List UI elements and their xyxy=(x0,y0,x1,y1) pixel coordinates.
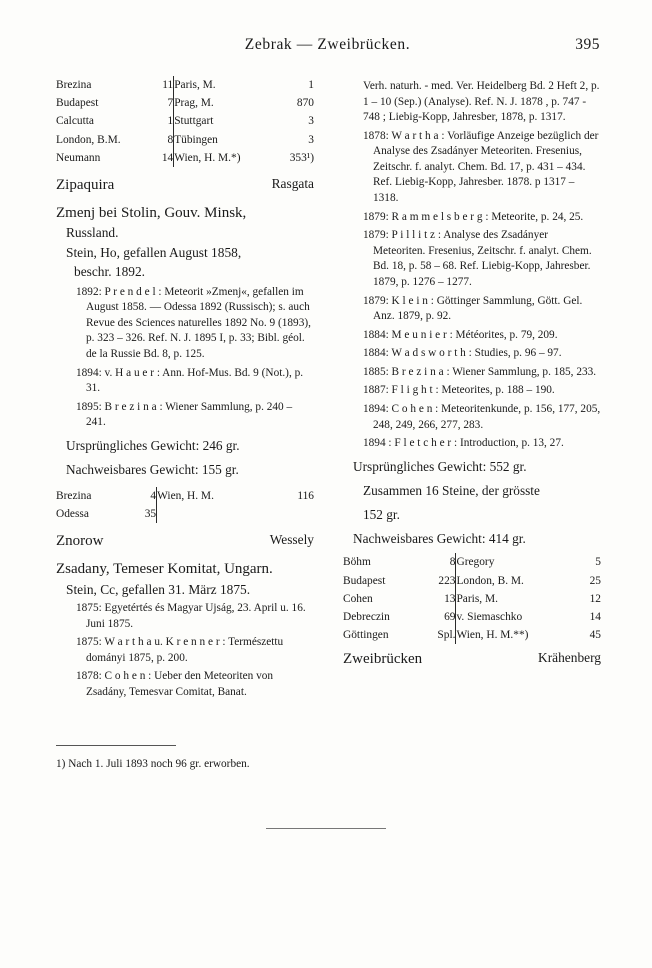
table-row xyxy=(56,149,314,167)
collection-name: Wien, H. M.*) xyxy=(174,149,277,167)
cross-reference: Rasgata xyxy=(271,175,314,191)
collection-name: Paris, M. xyxy=(456,590,581,608)
largest-stone-weight: 152 gr. xyxy=(363,506,400,522)
known-weight: Nachweisbares Gewicht: 155 gr. xyxy=(66,461,239,477)
collection-name: London, B.M. xyxy=(56,133,121,146)
collection-value: 5 xyxy=(595,556,601,569)
collection-table-zsadany xyxy=(343,553,601,644)
collection-name: Cohen xyxy=(343,592,373,605)
collection-value: 4 xyxy=(150,489,157,502)
collection-name xyxy=(157,505,279,523)
collection-value: 13 xyxy=(444,592,456,605)
entry-zmenj xyxy=(56,204,314,223)
bottom-divider xyxy=(266,828,386,829)
collection-value: 8 xyxy=(449,556,456,569)
reference-item: 1885: B r e z i n a : Wiener Sammlung, p. 185, 233. xyxy=(363,365,597,378)
reference-item: 1878: W a r t h a : Vorläufige Anzeige bezüglich der Analyse des Zsadányer Meteoriten. Fresenius, Zeitschr. f. analyt. Chem. Bd. 17, p. 431 – 434. Ref. Liebig-Kopp, Jahresber. 1878. p 1317 – 1318. xyxy=(363,129,599,205)
collection-value: 45 xyxy=(589,629,601,642)
collection-name: Odessa xyxy=(56,507,89,520)
entry-zmenj-description: Stein, Ho, gefallen August 1858, xyxy=(66,244,242,260)
cross-reference: Krähenberg xyxy=(538,650,601,666)
table-row xyxy=(56,94,314,112)
cross-reference: Wessely xyxy=(269,532,314,548)
collection-value: 223 xyxy=(438,574,456,587)
entry-zmenj-line2: Russland. xyxy=(66,225,119,241)
headword: Zipaquira xyxy=(56,176,115,193)
collection-name: Paris, M. xyxy=(174,76,277,94)
collection-name: Böhm xyxy=(343,556,371,569)
entry-zipaquira xyxy=(56,176,314,195)
page-number: 395 xyxy=(575,36,600,53)
entry-zmenj-description2: beschr. 1892. xyxy=(74,264,146,280)
reference-item: 1894: C o h e n : Meteoritenkunde, p. 156, 177, 205, 248, 249, 266, 277, 283. xyxy=(363,402,601,431)
reference-item: 1892: P r e n d e l : Meteorit »Zmenj«, gefallen im August 1858. — Odessa 1892 (Russisch); s. auch Revue des Sciences naturelles 1892 No. 9 (1893), p. 323 – 326. Ref. N. J. 1895 I, p. 33; Bibl. géol. de la Russie Bd. 8, p. 125. xyxy=(76,285,311,361)
left-column xyxy=(56,76,314,704)
collection-value: 69 xyxy=(444,611,456,624)
reference-item: 1879: R a m m e l s b e r g : Meteorite, p. 24, 25. xyxy=(363,210,584,223)
collection-name: Gregory xyxy=(456,553,581,571)
reference-item: 1878: C o h e n : Ueber den Meteoriten von Zsadány, Temesvar Comitat, Banat. xyxy=(76,670,274,698)
entry-zweibruecken xyxy=(343,650,601,669)
reference-item: 1884: M e u n i e r : Météorites, p. 79, 209. xyxy=(363,328,558,341)
headword: Znorow xyxy=(56,533,104,550)
collection-value: 11 xyxy=(162,79,174,91)
collection-name: Budapest xyxy=(343,574,386,587)
headword-rest: , Temeser Komitat, Ungarn. xyxy=(105,560,273,577)
footnote-divider xyxy=(56,745,176,746)
collection-name: Prag, M. xyxy=(174,94,277,112)
table-row xyxy=(343,626,601,644)
reference-item: 1887: F l i g h t : Meteorites, p. 188 – 190. xyxy=(363,384,555,397)
collection-value xyxy=(279,505,315,523)
collection-value: 7 xyxy=(167,97,174,110)
entry-zsadany-description: Stein, Cc, gefallen 31. März 1875. xyxy=(66,581,251,597)
headword: Zsadany xyxy=(56,560,106,577)
collection-table-zmenj xyxy=(56,487,314,523)
collection-name: Calcutta xyxy=(56,115,94,128)
collection-name: Debreczin xyxy=(343,611,390,624)
collection-value: 3 xyxy=(308,133,314,146)
right-column xyxy=(343,76,601,671)
collection-name: Stuttgart xyxy=(174,112,277,130)
collection-value: 14 xyxy=(589,611,601,624)
reference-item: 1895: B r e z i n a : Wiener Sammlung, p. 240 – 241. xyxy=(76,400,293,429)
collection-value: 1 xyxy=(167,115,174,128)
collection-name: Wien, H. M.**) xyxy=(456,626,581,644)
stone-count: Zusammen 16 Steine, der grösste xyxy=(363,482,540,498)
collection-value: 870 xyxy=(296,97,314,110)
collection-value: 8 xyxy=(167,133,174,146)
collection-name: Wien, H. M. xyxy=(157,487,279,505)
table-row xyxy=(343,553,601,571)
reference-item: 1894: v. H a u e r : Ann. Hof-Mus. Bd. 9 (Not.), p. 31. xyxy=(76,366,304,395)
reference-item: 1879: P i l l i t z : Analyse des Zsadányer Meteoriten. Fresenius, Zeitschr. f. analyt. Chem. Bd. 18, p. 58 – 68. Ref. Liebig-Kopp, Jahresber. 1879, p. 1276 – 1277. xyxy=(363,229,592,288)
entry-znorow xyxy=(56,532,314,551)
entry-zsadany xyxy=(56,560,314,579)
headword: Zweibrücken xyxy=(343,651,423,668)
table-row xyxy=(343,590,601,608)
collection-value: 1 xyxy=(308,79,314,91)
table-row xyxy=(343,572,601,590)
collection-table-top xyxy=(56,76,314,167)
table-row xyxy=(56,112,314,130)
reference-item: 1884: W a d s w o r t h : Studies, p. 96 – 97. xyxy=(363,347,562,360)
table-row xyxy=(56,131,314,149)
collection-value: 35 xyxy=(144,507,157,520)
reference-item: 1875: W a r t h a u. K r e n n e r : Természettu dományi 1875, p. 200. xyxy=(76,636,284,664)
collection-value: 25 xyxy=(589,574,601,587)
collection-value: 353¹) xyxy=(289,151,314,164)
table-row xyxy=(56,76,314,94)
table-row xyxy=(56,505,314,523)
table-row xyxy=(343,608,601,626)
collection-value: 14 xyxy=(161,151,174,164)
footnote: 1) Nach 1. Juli 1893 noch 96 gr. erworben. xyxy=(56,758,250,770)
running-head-title: Zebrak — Zweibrücken. xyxy=(244,36,411,53)
headword: Zmenj xyxy=(56,204,96,221)
known-weight: Nachweisbares Gewicht: 414 gr. xyxy=(353,530,526,546)
collection-name: London, B. M. xyxy=(456,572,581,590)
headword-rest: bei Stolin, Gouv. Minsk, xyxy=(95,204,247,221)
collection-value: 116 xyxy=(297,489,314,502)
collection-name: Brezina xyxy=(56,489,92,502)
collection-name: Neumann xyxy=(56,151,101,164)
running-head xyxy=(55,36,600,58)
collection-value: Spl. xyxy=(437,629,456,642)
collection-name: Göttingen xyxy=(343,629,389,642)
reference-continuation: Verh. naturh. - med. Ver. Heidelberg Bd. 2 Heft 2, p. 1 – 10 (Sep.) (Analyse). Ref. N. J. 1878 , p. 747 - 748 ; Liebig-Kopp, Jahresber, 1878, p. 1317. xyxy=(363,80,600,124)
collection-name: Tübingen xyxy=(174,131,277,149)
table-row xyxy=(56,487,314,505)
reference-item: 1875: Egyetértés és Magyar Ujság, 23. April u. 16. Juni 1875. xyxy=(76,602,306,630)
collection-value: 12 xyxy=(589,592,601,605)
collection-name: Brezina xyxy=(56,79,92,91)
collection-value: 3 xyxy=(308,115,314,128)
reference-item: 1894 : F l e t c h e r : Introduction, p. 13, 27. xyxy=(363,437,564,450)
collection-name: v. Siemaschko xyxy=(456,608,581,626)
collection-name: Budapest xyxy=(56,97,99,110)
original-weight: Ursprüngliches Gewicht: 552 gr. xyxy=(353,458,527,474)
two-column-body xyxy=(56,76,601,736)
reference-item: 1879: K l e i n : Göttinger Sammlung, Gött. Gel. Anz. 1879, p. 92. xyxy=(363,294,583,323)
original-weight: Ursprüngliches Gewicht: 246 gr. xyxy=(66,437,240,453)
